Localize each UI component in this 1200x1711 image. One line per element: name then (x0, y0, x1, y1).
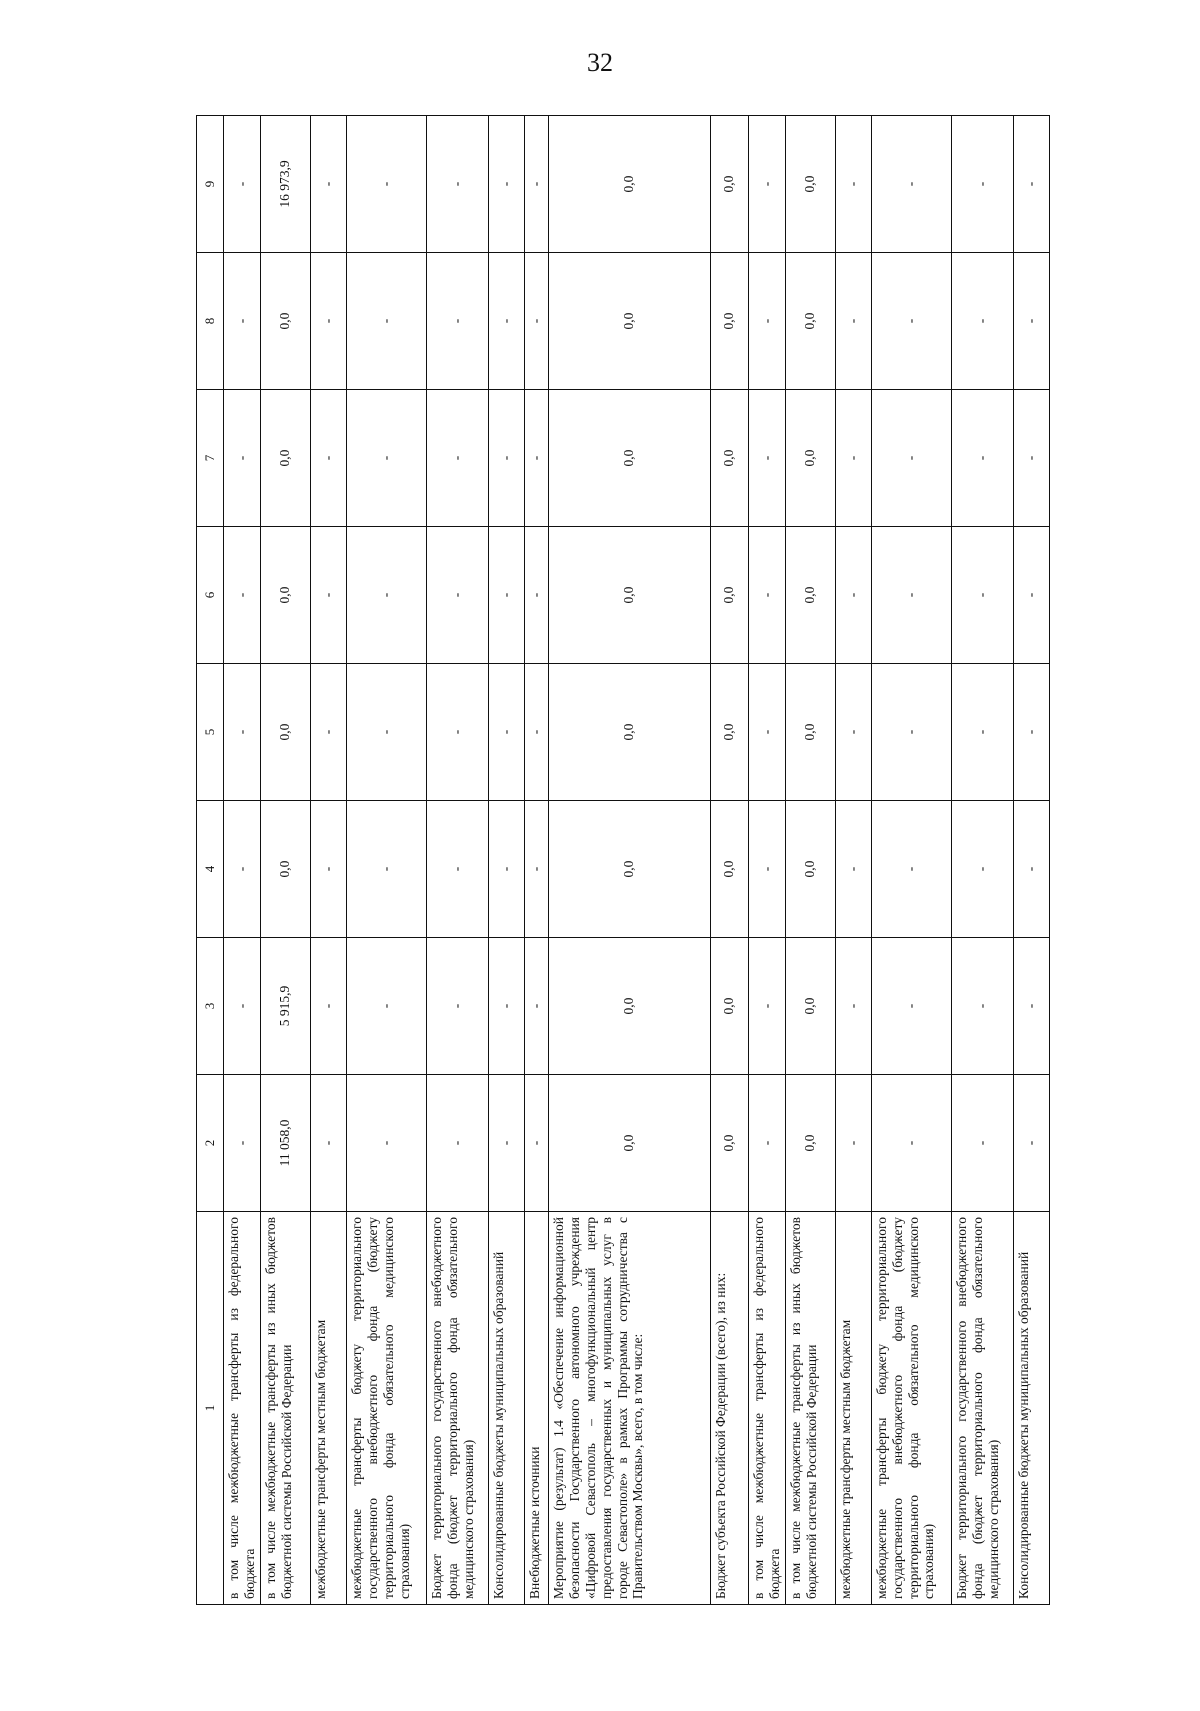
cell-value: - (835, 664, 871, 801)
cell-value: 0,0 (710, 1075, 748, 1212)
cell-value: 0,0 (548, 801, 710, 938)
table-row (548, 116, 710, 1605)
cell-value: - (951, 527, 1013, 664)
cell-value: 0,0 (785, 664, 835, 801)
row-label: в том числе межбюджетные трансферты из иных бюджетов бюджетной системы Российской Федерации (785, 1212, 835, 1605)
cell-value: - (524, 664, 548, 801)
cell-value: - (426, 938, 488, 1075)
cell-value: - (426, 801, 488, 938)
cell-value: - (871, 390, 951, 527)
cell-value: 0,0 (710, 527, 748, 664)
row-label: в том числе межбюджетные трансферты из федерального бюджета (748, 1212, 785, 1605)
cell-value: - (426, 253, 488, 390)
cell-value: 0,0 (548, 390, 710, 527)
row-label: Бюджет субъекта Российской Федерации (всего), из них: (710, 1212, 748, 1605)
row-label: Мероприятие (результат) 1.4 «Обеспечение информационной безопасности Государственного автономного учреждения «Цифровой Севастополь – многофункциональный центр предоставления государственных и муниципальных услуг в городе Севастополе» в рамках Программы сотрудничества с Правительством Москвы», всего, в том числе: (548, 1212, 710, 1605)
cell-value: 0,0 (785, 938, 835, 1075)
table-row (260, 116, 310, 1605)
cell-value: 0,0 (785, 390, 835, 527)
table-row (871, 116, 951, 1605)
table-row (1013, 116, 1049, 1605)
cell-value: 0,0 (785, 253, 835, 390)
cell-value: - (310, 116, 346, 253)
cell-value: - (426, 116, 488, 253)
cell-value: - (524, 527, 548, 664)
cell-value: - (310, 390, 346, 527)
row-label: Бюджет территориального государственного внебюджетного фонда (бюджет территориального фонда обязательного медицинского страхования) (951, 1212, 1013, 1605)
table-row (346, 116, 426, 1605)
cell-value: - (951, 116, 1013, 253)
cell-value: - (871, 664, 951, 801)
column-header-1: 1 (197, 1212, 224, 1605)
cell-value: - (1013, 938, 1049, 1075)
table-row (524, 116, 548, 1605)
cell-value: - (310, 938, 346, 1075)
cell-value: - (488, 664, 524, 801)
cell-value: 0,0 (710, 116, 748, 253)
cell-value: - (346, 801, 426, 938)
cell-value: - (835, 801, 871, 938)
cell-value: - (1013, 253, 1049, 390)
row-label: в том числе межбюджетные трансферты из федерального бюджета (224, 1212, 261, 1605)
cell-value: 5 915,9 (260, 938, 310, 1075)
cell-value: - (951, 938, 1013, 1075)
cell-value: - (871, 116, 951, 253)
cell-value: - (346, 253, 426, 390)
cell-value: 0,0 (785, 1075, 835, 1212)
column-header-4: 4 (197, 801, 224, 938)
cell-value: 0,0 (548, 1075, 710, 1212)
column-header-2: 2 (197, 1075, 224, 1212)
cell-value: - (835, 116, 871, 253)
row-label: в том числе межбюджетные трансферты из иных бюджетов бюджетной системы Российской Федерации (260, 1212, 310, 1605)
cell-value: - (488, 527, 524, 664)
cell-value: - (1013, 664, 1049, 801)
cell-value: 0,0 (785, 527, 835, 664)
row-label: Консолидированные бюджеты муниципальных образований (488, 1212, 524, 1605)
cell-value: - (346, 527, 426, 664)
table-row (224, 116, 261, 1605)
column-header-5: 5 (197, 664, 224, 801)
budget-table (196, 115, 1050, 1605)
row-label: межбюджетные трансферты бюджету территориального государственного внебюджетного фонда (бюджету территориального фонда обязательного медицинского страхования) (871, 1212, 951, 1605)
cell-value: - (310, 527, 346, 664)
cell-value: - (488, 116, 524, 253)
cell-value: - (524, 253, 548, 390)
cell-value: - (748, 253, 785, 390)
column-header-6: 6 (197, 527, 224, 664)
cell-value: - (1013, 801, 1049, 938)
cell-value: 0,0 (260, 527, 310, 664)
table-row (710, 116, 748, 1605)
cell-value: - (224, 253, 261, 390)
cell-value: - (871, 1075, 951, 1212)
cell-value: - (224, 1075, 261, 1212)
cell-value: - (524, 116, 548, 253)
cell-value: - (224, 390, 261, 527)
cell-value: - (871, 527, 951, 664)
row-label: Бюджет территориального государственного внебюджетного фонда (бюджет территориального фонда обязательного медицинского страхования) (426, 1212, 488, 1605)
cell-value: - (871, 801, 951, 938)
cell-value: - (310, 253, 346, 390)
cell-value: - (748, 938, 785, 1075)
cell-value: 0,0 (548, 253, 710, 390)
cell-value: 0,0 (548, 116, 710, 253)
cell-value: 11 058,0 (260, 1075, 310, 1212)
cell-value: - (346, 938, 426, 1075)
cell-value: 0,0 (548, 938, 710, 1075)
cell-value: - (1013, 1075, 1049, 1212)
cell-value: 0,0 (260, 253, 310, 390)
cell-value: 0,0 (260, 390, 310, 527)
cell-value: - (835, 1075, 871, 1212)
cell-value: - (224, 116, 261, 253)
cell-value: - (951, 664, 1013, 801)
cell-value: - (524, 1075, 548, 1212)
column-header-3: 3 (197, 938, 224, 1075)
cell-value: - (835, 938, 871, 1075)
cell-value: - (488, 390, 524, 527)
cell-value: 0,0 (710, 253, 748, 390)
cell-value: 0,0 (710, 664, 748, 801)
cell-value: - (871, 253, 951, 390)
column-header-9: 9 (197, 116, 224, 253)
cell-value: - (224, 938, 261, 1075)
table-row (835, 116, 871, 1605)
table-row (488, 116, 524, 1605)
cell-value: - (524, 938, 548, 1075)
cell-value: - (426, 664, 488, 801)
table-row (748, 116, 785, 1605)
cell-value: - (951, 801, 1013, 938)
cell-value: - (346, 116, 426, 253)
table-row (426, 116, 488, 1605)
cell-value: - (1013, 116, 1049, 253)
cell-value: - (1013, 527, 1049, 664)
column-number-header (197, 116, 224, 1605)
cell-value: 0,0 (548, 664, 710, 801)
cell-value: - (488, 801, 524, 938)
cell-value: 0,0 (710, 938, 748, 1075)
table-row (785, 116, 835, 1605)
cell-value: - (871, 938, 951, 1075)
cell-value: - (426, 390, 488, 527)
cell-value: 0,0 (710, 390, 748, 527)
cell-value: 0,0 (710, 801, 748, 938)
cell-value: - (748, 116, 785, 253)
cell-value: - (346, 1075, 426, 1212)
column-header-7: 7 (197, 390, 224, 527)
cell-value: 0,0 (785, 801, 835, 938)
cell-value: - (951, 253, 1013, 390)
cell-value: - (835, 253, 871, 390)
cell-value: - (310, 664, 346, 801)
cell-value: 0,0 (260, 664, 310, 801)
cell-value: - (346, 664, 426, 801)
cell-value: - (346, 390, 426, 527)
cell-value: - (748, 801, 785, 938)
cell-value: - (224, 664, 261, 801)
cell-value: - (488, 938, 524, 1075)
cell-value: - (835, 390, 871, 527)
budget-table-rotated (196, 118, 1116, 1605)
cell-value: 16 973,9 (260, 116, 310, 253)
cell-value: - (951, 390, 1013, 527)
cell-value: - (524, 801, 548, 938)
cell-value: - (426, 527, 488, 664)
cell-value: - (310, 1075, 346, 1212)
row-label: Внебюджетные источники (524, 1212, 548, 1605)
cell-value: - (488, 1075, 524, 1212)
cell-value: - (426, 1075, 488, 1212)
row-label: межбюджетные трансферты местным бюджетам (835, 1212, 871, 1605)
cell-value: - (1013, 390, 1049, 527)
row-label: Консолидированные бюджеты муниципальных образований (1013, 1212, 1049, 1605)
cell-value: - (224, 527, 261, 664)
column-header-8: 8 (197, 253, 224, 390)
cell-value: 0,0 (260, 801, 310, 938)
row-label: межбюджетные трансферты бюджету территориального государственного внебюджетного фонда (бюджету территориального фонда обязательного медицинского страхования) (346, 1212, 426, 1605)
cell-value: - (488, 253, 524, 390)
cell-value: - (524, 390, 548, 527)
cell-value: - (310, 801, 346, 938)
cell-value: - (748, 664, 785, 801)
cell-value: - (748, 1075, 785, 1212)
table-row (310, 116, 346, 1605)
cell-value: - (748, 527, 785, 664)
page-number: 32 (587, 48, 613, 77)
cell-value: - (835, 527, 871, 664)
cell-value: - (951, 1075, 1013, 1212)
cell-value: - (224, 801, 261, 938)
table-row (951, 116, 1013, 1605)
cell-value: - (748, 390, 785, 527)
cell-value: 0,0 (548, 527, 710, 664)
row-label: межбюджетные трансферты местным бюджетам (310, 1212, 346, 1605)
cell-value: 0,0 (785, 116, 835, 253)
